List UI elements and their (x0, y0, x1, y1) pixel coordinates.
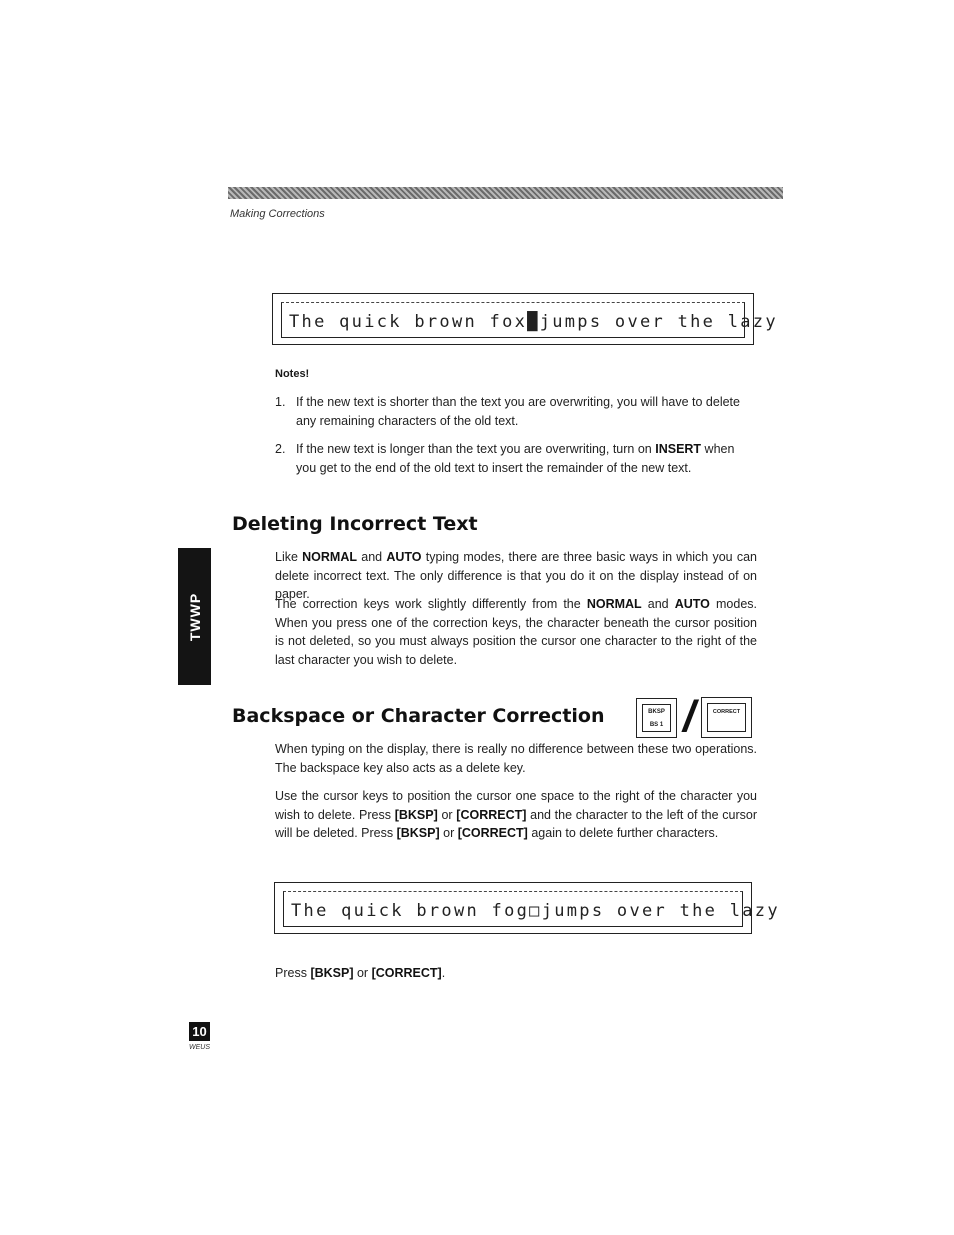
lcd-display-bottom (274, 882, 780, 934)
insert-key-ref: INSERT (655, 442, 702, 456)
paragraph: Use the cursor keys to position the cursor one space to the right of the character you wish to delete. Press [BKSP] or [CORRECT] and the character to the left of the cursor will be deleted. Press [BKSP] or [CORRECT] again to delete further characters. (275, 789, 758, 840)
note-text: If the new text is shorter than the text you are overwriting, you will have to delete any remaining characters of the old text. (296, 395, 740, 428)
page-number: 10 (189, 1022, 210, 1041)
key-inner: BKSP BS 1 (642, 704, 671, 732)
press-instruction: Press [BKSP] or [CORRECT]. (275, 966, 446, 980)
notes-label: Notes! (275, 368, 310, 380)
heading-deleting-text: Deleting Incorrect Text (232, 513, 478, 535)
note-item (275, 440, 757, 480)
paragraph: The correction keys work slightly differently from the NORMAL and AUTO modes. When you press one of the correction keys, the character beneath the cursor position is not deleted, so you must always position the cursor one character to the right of the last character you wish to delete. (275, 597, 757, 667)
correct-key-icon (701, 697, 752, 738)
note-text: If the new text is longer than the text you are overwriting, turn on INSERT when you get to the end of the old text to insert the remainder of the new text. (296, 442, 735, 475)
header-rule (228, 187, 783, 199)
bksp-key-icon (636, 698, 677, 738)
lcd-display-top (272, 293, 778, 345)
heading-backspace: Backspace or Character Correction (232, 705, 605, 727)
slash-separator: / (683, 692, 696, 741)
note-number: 1. (275, 395, 286, 409)
paragraph: Like NORMAL and AUTO typing modes, there are three basic ways in which you can delete incorrect text. The only difference is that you do it on the display instead of on paper. (275, 550, 757, 601)
lcd-text: The quick brown fox█jumps over the lazy (289, 312, 778, 332)
note-item (275, 393, 757, 433)
side-tab-label: TWWP (186, 592, 203, 641)
note-number: 2. (275, 442, 286, 456)
key-inner: CORRECT (707, 703, 746, 732)
paragraph: When typing on the display, there is really no difference between these two operations. The backspace key also acts as a delete key. (275, 742, 757, 775)
lcd-text: The quick brown fog□jumps over the lazy (291, 901, 780, 921)
page-footer-label: WEUS (189, 1044, 210, 1051)
side-tab (178, 548, 211, 685)
section-label: Making Corrections (230, 208, 325, 220)
